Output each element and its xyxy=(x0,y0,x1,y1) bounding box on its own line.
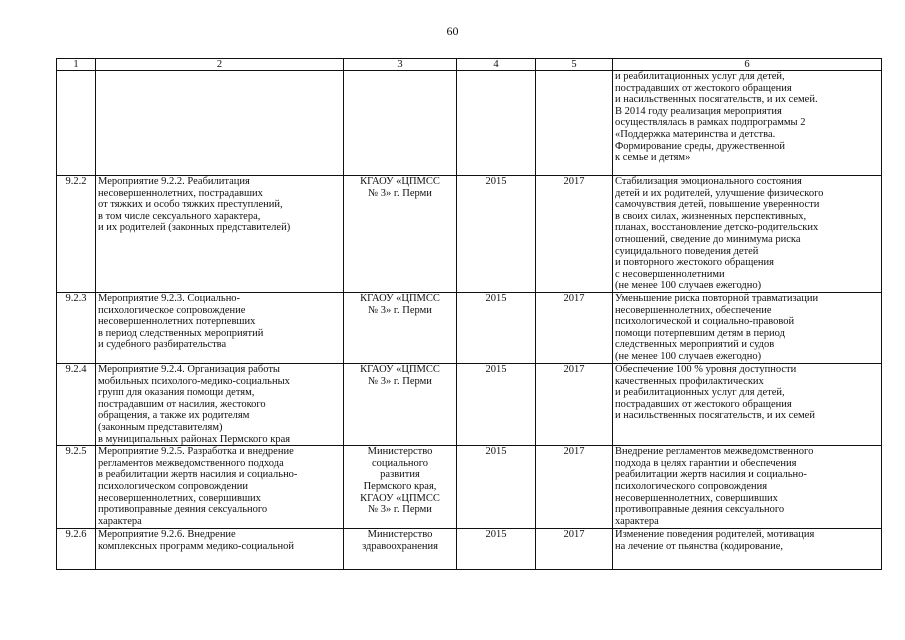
expected-result: Обеспечение 100 % уровня доступности качественных профилактических и реабилитационных услуг для детей, пострадавших от жестокого обращения и насильственных посягательств, и их семей xyxy=(613,364,882,446)
column-header: 1 xyxy=(57,59,96,71)
end-year: 2017 xyxy=(536,176,613,293)
executor: Министерство социального развития Пермского края, КГАОУ «ЦПМСС № 3» г. Перми xyxy=(344,446,457,529)
start-year: 2015 xyxy=(457,176,536,293)
table-row xyxy=(57,446,882,529)
row-number: 9.2.2 xyxy=(57,176,96,293)
table-row xyxy=(57,176,882,293)
column-header: 2 xyxy=(96,59,344,71)
measure-description: Мероприятие 9.2.5. Разработка и внедрение регламентов межведомственного подхода в реабилитации жертв насилия и социально- психологическом сопровождении несовершеннолетних, совершивших противоправные деяния сексуального характера xyxy=(96,446,344,529)
column-header: 6 xyxy=(613,59,882,71)
executor: КГАОУ «ЦПМСС № 3» г. Перми xyxy=(344,364,457,446)
expected-result: Внедрение регламентов межведомственного подхода в целях гарантии и обеспечения реабилитации жертв насилия и социально- психологического сопровождения несовершеннолетних, совершивших противоправные деяния сексуального характера xyxy=(613,446,882,529)
measure-description: Мероприятие 9.2.3. Социально- психологическое сопровождение несовершеннолетних потерпевших в период следственных мероприятий и судебного разбирательства xyxy=(96,293,344,364)
measures-table xyxy=(56,58,882,570)
start-year: 2015 xyxy=(457,529,536,570)
start-year: 2015 xyxy=(457,446,536,529)
row-number xyxy=(57,71,96,176)
expected-result: Стабилизация эмоционального состояния детей и их родителей, улучшение физического самочувствия детей, повышение уверенности в своих силах, жизненных перспективных, планах, восстановление детско-родительских отношений, сведение до минимума риска суицидального поведения детей и повторного жестокого обращения с несовершеннолетними (не менее 100 случаев ежегодно) xyxy=(613,176,882,293)
start-year: 2015 xyxy=(457,293,536,364)
start-year xyxy=(457,71,536,176)
measure-description: Мероприятие 9.2.6. Внедрение комплексных программ медико-социальной xyxy=(96,529,344,570)
table-row xyxy=(57,71,882,176)
measure-description: Мероприятие 9.2.2. Реабилитация несовершеннолетних, пострадавших от тяжких и особо тяжких преступлений, в том числе сексуального характера, и их родителей (законных представителей) xyxy=(96,176,344,293)
row-number: 9.2.3 xyxy=(57,293,96,364)
executor: КГАОУ «ЦПМСС № 3» г. Перми xyxy=(344,293,457,364)
executor: КГАОУ «ЦПМСС № 3» г. Перми xyxy=(344,176,457,293)
row-number: 9.2.6 xyxy=(57,529,96,570)
end-year: 2017 xyxy=(536,529,613,570)
end-year: 2017 xyxy=(536,293,613,364)
row-number: 9.2.4 xyxy=(57,364,96,446)
start-year: 2015 xyxy=(457,364,536,446)
table-row xyxy=(57,364,882,446)
end-year: 2017 xyxy=(536,364,613,446)
table-row xyxy=(57,529,882,570)
end-year: 2017 xyxy=(536,446,613,529)
executor: Министерство здравоохранения xyxy=(344,529,457,570)
measure-description: Мероприятие 9.2.4. Организация работы мобильных психолого-медико-социальных групп для оказания помощи детям, пострадавшим от насилия, жестокого обращения, а также их родителям (законным представителям) в муниципальных районах Пермского края xyxy=(96,364,344,446)
expected-result: и реабилитационных услуг для детей, пострадавших от жестокого обращения и насильственных посягательств, и их семей. В 2014 году реализация мероприятия осуществлялась в рамках подпрограммы 2 «Поддержка материнства и детства. Формирование среды, дружественной к семье и детям» xyxy=(613,71,882,176)
end-year xyxy=(536,71,613,176)
expected-result: Изменение поведения родителей, мотивация на лечение от пьянства (кодирование, xyxy=(613,529,882,570)
expected-result: Уменьшение риска повторной травматизации несовершеннолетних, обеспечение психологической и социально-правовой помощи потерпевшим детям в период следственных мероприятий и судов (не менее 100 случаев ежегодно) xyxy=(613,293,882,364)
executor xyxy=(344,71,457,176)
column-header: 5 xyxy=(536,59,613,71)
column-header: 4 xyxy=(457,59,536,71)
header-row xyxy=(57,59,882,71)
row-number: 9.2.5 xyxy=(57,446,96,529)
table-row xyxy=(57,293,882,364)
column-header: 3 xyxy=(344,59,457,71)
measure-description xyxy=(96,71,344,176)
page-number: 60 xyxy=(446,24,459,38)
